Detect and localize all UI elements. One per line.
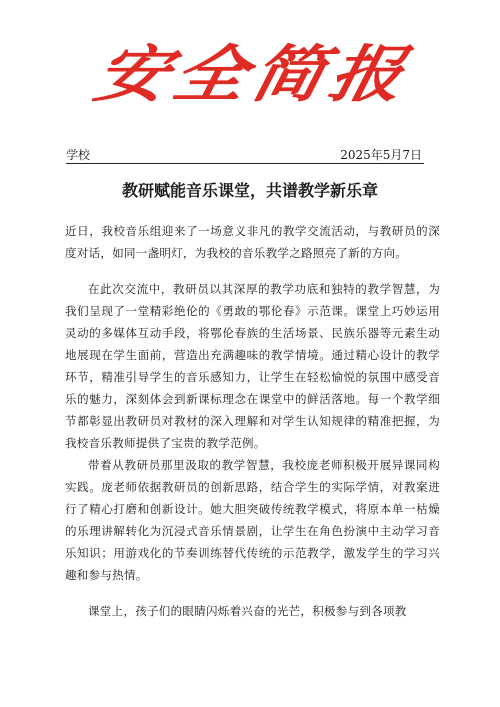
paragraph-3: 带着从教研员那里汲取的教学智慧，我校庞老师积极开展异课同构实践。庞老师依据教研员的创新思路，结合学生的实际学情，对教案进行了精心打磨和创新设计。她大胆突破传统教学模式，将原本单一枯燥的乐理讲解转化为沉浸式音乐情景剧，让学生在角色扮演中主动学习音乐知识；用游戏化的节奏训练替代传统的示范教学，激发学生的学习兴趣和参与热情。 [65, 458, 440, 582]
masthead-title: 安全简报 [88, 37, 417, 110]
date-label: 2025年5月7日 [340, 148, 422, 162]
masthead [55, 18, 450, 128]
info-row [66, 146, 422, 164]
school-label: 学校 [66, 148, 91, 162]
paragraph-4: 课堂上，孩子们的眼睛闪烁着兴奋的光芒，积极参与到各项教 [88, 604, 407, 618]
article-headline: 教研赋能音乐课堂，共谱教学新乐章 [121, 181, 378, 200]
header-rule [66, 163, 424, 164]
paragraph-2: 在此次交流中，教研员以其深厚的教学功底和独特的教学智慧，为我们呈现了一堂精彩绝伦的《勇敢的鄂伦春》示范课。课堂上巧妙运用灵动的多媒体互动手段，将鄂伦春族的生活场景、民族乐器等元素生动地展现在学生面前，营造出充满趣味的教学情境。通过精心设计的教学环节，精准引导学生的音乐感知力，让学生在轻松愉悦的氛围中感受音乐的魅力，深刻体会到新课标理念在课堂中的鲜活落地。每一个教学细节都彰显出教研员对教材的深入理解和对学生认知规律的精准把握，为我校音乐教师提供了宝贵的教学范例。 [65, 282, 440, 450]
article-body [65, 220, 440, 622]
paragraph-1: 近日，我校音乐组迎来了一场意义非凡的教学交流活动，与教研员的深度对话，如同一盏明灯，为我校的音乐教学之路照亮了新的方向。 [65, 224, 440, 260]
